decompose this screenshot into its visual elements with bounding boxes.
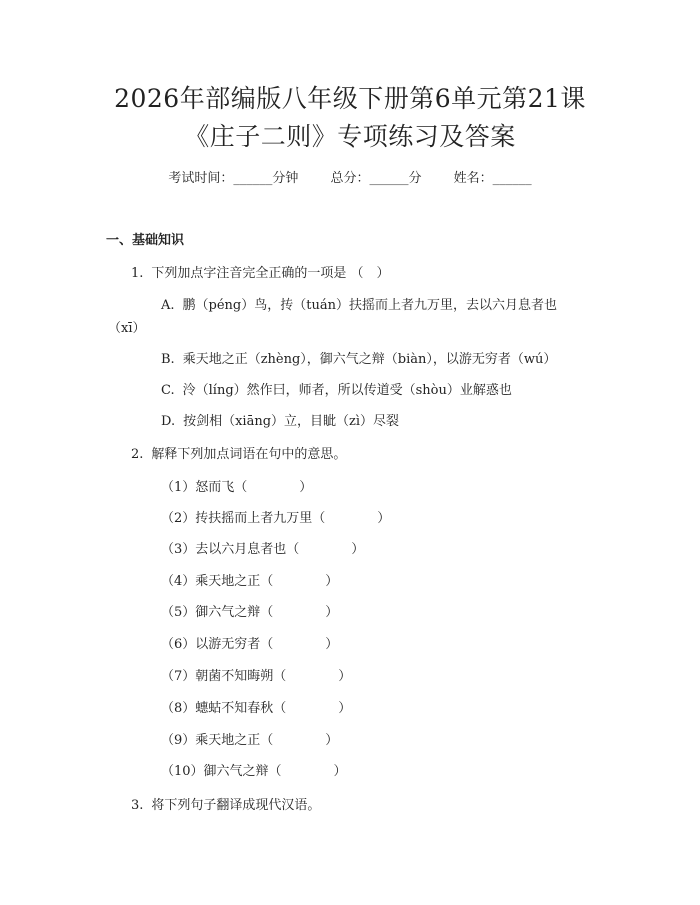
question-text: 解释下列加点词语在句中的意思。: [151, 447, 347, 462]
option-c: [161, 379, 512, 398]
definition-item: （7）朝菌不知晦朔（ ）: [161, 669, 352, 684]
question-number: 3.: [131, 798, 144, 813]
option-label: D.: [161, 414, 176, 429]
option-b: [161, 348, 556, 367]
section-heading-basics: 一、基础知识: [106, 233, 185, 248]
question-number: 2.: [131, 447, 144, 462]
exam-score: 总分：______分: [330, 171, 422, 186]
definition-item: （2）抟扶摇而上者九万里（ ）: [161, 511, 391, 526]
definition-item: （3）去以六月息者也（ ）: [161, 542, 365, 557]
exam-name: 姓名：______: [453, 171, 532, 186]
exam-time: 考试时间：______分钟: [168, 171, 299, 186]
definition-item: （6）以游无穷者（ ）: [161, 637, 339, 652]
option-a-continuation: （xī）: [108, 321, 146, 336]
option-a: [161, 294, 557, 313]
question-text: 将下列句子翻译成现代汉语。: [151, 798, 321, 813]
question-number: 1.: [131, 266, 144, 281]
option-text: 乘天地之正（zhèng），御六气之辩（biàn），以游无穷者（wú）: [182, 352, 557, 367]
option-text: 泠（líng）然作曰，师者，所以传道受（shòu）业解惑也: [182, 383, 512, 398]
definition-item: （1）怒而飞（ ）: [161, 480, 313, 495]
option-label: A.: [161, 298, 175, 313]
option-text: 鹏（péng）鸟，抟（tuán）扶摇而上者九万里，去以六月息者也: [182, 298, 557, 313]
definition-item: （4）乘天地之正（ ）: [161, 574, 339, 589]
option-d: [161, 410, 399, 429]
definition-item: （10）御六气之辩（ ）: [161, 764, 347, 779]
question-3: [131, 794, 320, 813]
option-label: B.: [161, 352, 175, 367]
option-label: C.: [161, 383, 175, 398]
question-1: [131, 262, 390, 281]
definition-item: （9）乘天地之正（ ）: [161, 733, 339, 748]
definition-item: （5）御六气之辩（ ）: [161, 605, 339, 620]
page-title-line2: 《庄子二则》专项练习及答案: [184, 122, 516, 151]
exam-info: [0, 167, 700, 186]
question-2: [131, 443, 346, 462]
page-title-line1: 2026年部编版八年级下册第6单元第21课: [114, 84, 586, 113]
option-text: 按剑相（xiāng）立，目眦（zì）尽裂: [183, 414, 400, 429]
question-text: 下列加点字注音完全正确的一项是 （ ）: [151, 266, 390, 281]
definition-item: （8）蟪蛄不知春秋（ ）: [161, 701, 352, 716]
